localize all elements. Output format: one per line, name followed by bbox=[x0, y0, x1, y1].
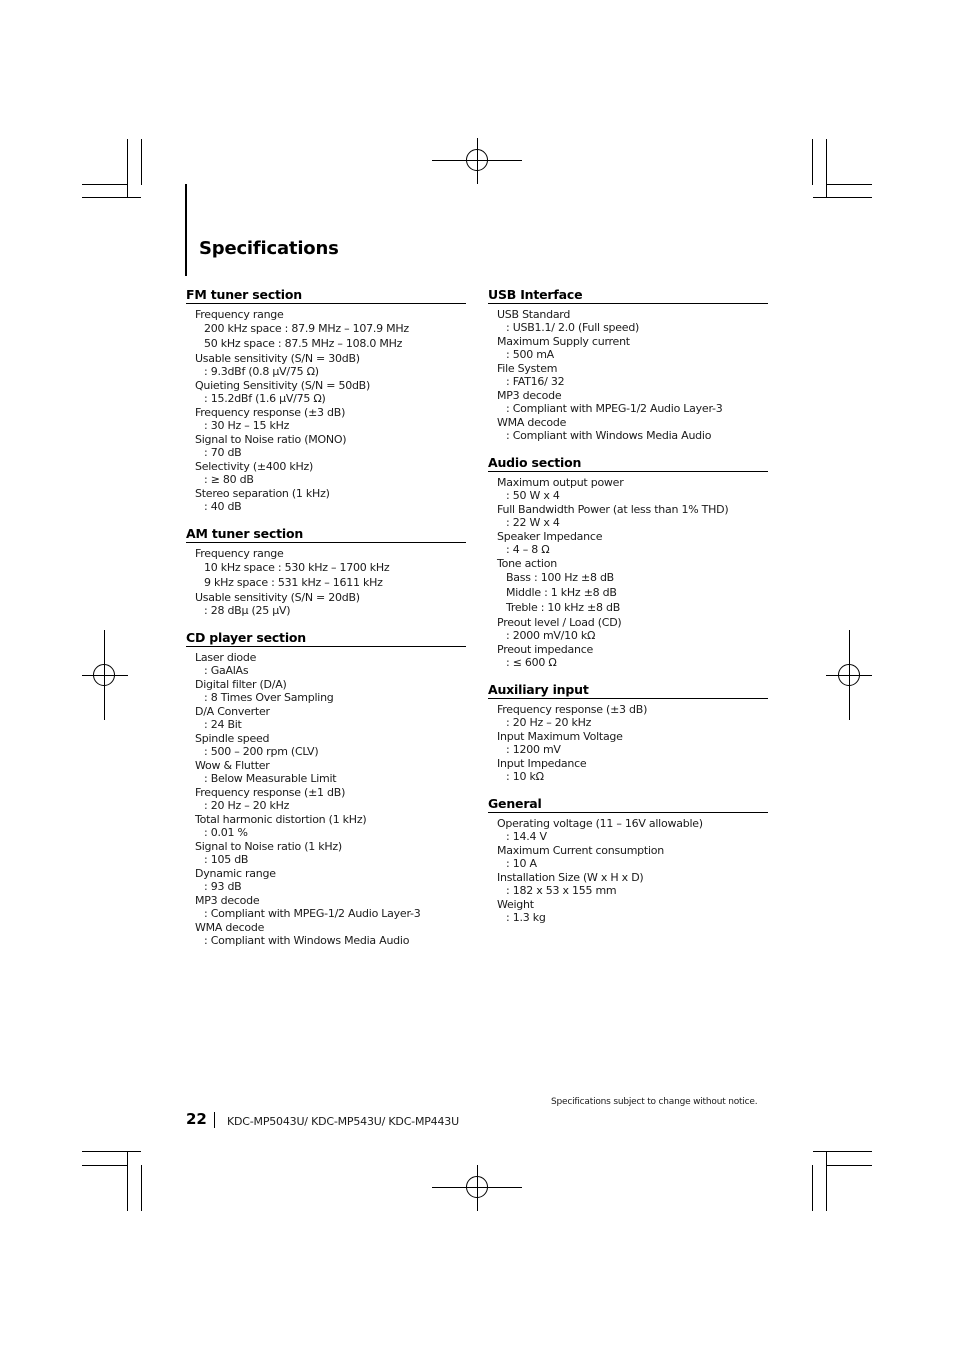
spec-value: : Compliant with Windows Media Audio bbox=[506, 429, 712, 442]
registration-mark-icon bbox=[466, 149, 488, 171]
registration-mark-icon bbox=[466, 1176, 488, 1198]
spec-item bbox=[488, 757, 768, 783]
spec-section bbox=[488, 287, 768, 442]
spec-item bbox=[186, 786, 466, 812]
spec-sub-value: Middle : 1 kHz ±8 dB bbox=[506, 586, 617, 599]
spec-label: Signal to Noise ratio (1 kHz) bbox=[195, 840, 342, 853]
crop-mark bbox=[826, 139, 827, 198]
spec-value: : 500 mA bbox=[506, 348, 554, 361]
spec-value: : Compliant with Windows Media Audio bbox=[204, 934, 410, 947]
spec-item bbox=[488, 844, 768, 870]
spec-item bbox=[186, 894, 466, 920]
spec-item bbox=[186, 352, 466, 378]
crop-mark bbox=[141, 1165, 142, 1211]
spec-label: Maximum Supply current bbox=[497, 335, 630, 348]
spec-label: MP3 decode bbox=[497, 389, 562, 402]
change-notice: Specifications subject to change without notice. bbox=[551, 1097, 758, 1107]
title-accent-bar bbox=[185, 184, 187, 276]
spec-section bbox=[488, 682, 768, 783]
spec-label: Operating voltage (11 – 16V allowable) bbox=[497, 817, 703, 830]
spec-label: Dynamic range bbox=[195, 867, 276, 880]
spec-value: : 2000 mV/10 kΩ bbox=[506, 629, 596, 642]
crop-mark bbox=[813, 197, 872, 198]
crop-mark bbox=[812, 1165, 813, 1211]
section-title: Auxiliary input bbox=[488, 682, 768, 699]
crop-mark bbox=[826, 184, 872, 185]
registration-mark-icon bbox=[93, 664, 115, 686]
spec-label: Frequency response (±1 dB) bbox=[195, 786, 346, 799]
spec-label: WMA decode bbox=[497, 416, 567, 429]
spec-section bbox=[488, 455, 768, 669]
spec-value: : 20 Hz – 20 kHz bbox=[204, 799, 290, 812]
spec-item bbox=[488, 308, 768, 334]
spec-value: : 70 dB bbox=[204, 446, 242, 459]
section-title: AM tuner section bbox=[186, 526, 466, 543]
spec-sub-value: 50 kHz space : 87.5 MHz – 108.0 MHz bbox=[204, 337, 403, 350]
spec-item bbox=[186, 759, 466, 785]
section-title: Audio section bbox=[488, 455, 768, 472]
spec-section bbox=[488, 796, 768, 924]
spec-value: : 10 A bbox=[506, 857, 537, 870]
spec-item bbox=[186, 651, 466, 677]
spec-item bbox=[488, 362, 768, 388]
spec-value: : 40 dB bbox=[204, 500, 242, 513]
spec-value: : 20 Hz – 20 kHz bbox=[506, 716, 592, 729]
spec-label: D/A Converter bbox=[195, 705, 270, 718]
spec-item bbox=[186, 406, 466, 432]
crop-mark bbox=[127, 1152, 128, 1211]
spec-value: : 4 – 8 Ω bbox=[506, 543, 550, 556]
crop-mark bbox=[141, 139, 142, 185]
spec-item bbox=[186, 840, 466, 866]
spec-item bbox=[488, 503, 768, 529]
spec-item bbox=[488, 616, 768, 642]
spec-item bbox=[186, 433, 466, 459]
spec-item bbox=[488, 871, 768, 897]
spec-section bbox=[186, 526, 466, 617]
spec-sub-value: 9 kHz space : 531 kHz – 1611 kHz bbox=[204, 576, 383, 589]
spec-item bbox=[186, 732, 466, 758]
spec-item bbox=[488, 476, 768, 502]
spec-label: MP3 decode bbox=[195, 894, 260, 907]
spec-item bbox=[488, 389, 768, 415]
spec-value: : 182 x 53 x 155 mm bbox=[506, 884, 617, 897]
section-title: USB Interface bbox=[488, 287, 768, 304]
page-title: Specifications bbox=[199, 238, 339, 259]
spec-item bbox=[186, 591, 466, 617]
spec-value: : 30 Hz – 15 kHz bbox=[204, 419, 290, 432]
spec-item bbox=[186, 678, 466, 704]
spec-value: : 0.01 % bbox=[204, 826, 248, 839]
spec-value: : Compliant with MPEG-1/2 Audio Layer-3 bbox=[506, 402, 723, 415]
spec-item bbox=[186, 547, 466, 589]
spec-sub-value: Treble : 10 kHz ±8 dB bbox=[506, 601, 621, 614]
spec-item bbox=[186, 460, 466, 486]
spec-value: : 10 kΩ bbox=[506, 770, 544, 783]
spec-label: Frequency range bbox=[195, 547, 284, 560]
model-numbers: KDC-MP5043U/ KDC-MP543U/ KDC-MP443U bbox=[227, 1115, 459, 1128]
spec-value: : 105 dB bbox=[204, 853, 249, 866]
spec-item bbox=[186, 867, 466, 893]
spec-item bbox=[488, 643, 768, 669]
spec-item bbox=[488, 530, 768, 556]
spec-value: : Below Measurable Limit bbox=[204, 772, 337, 785]
section-title: CD player section bbox=[186, 630, 466, 647]
crop-mark bbox=[826, 1152, 827, 1211]
spec-sub-value: Bass : 100 Hz ±8 dB bbox=[506, 571, 614, 584]
spec-section bbox=[186, 630, 466, 947]
spec-value: : GaAlAs bbox=[204, 664, 249, 677]
spec-value: : 28 dBμ (25 μV) bbox=[204, 604, 291, 617]
spec-value: : ≤ 600 Ω bbox=[506, 656, 557, 669]
spec-item bbox=[488, 416, 768, 442]
spec-item bbox=[488, 703, 768, 729]
spec-item bbox=[488, 898, 768, 924]
spec-label: Frequency response (±3 dB) bbox=[497, 703, 648, 716]
spec-value: : 15.2dBf (1.6 μV/75 Ω) bbox=[204, 392, 326, 405]
spec-item bbox=[488, 730, 768, 756]
spec-label: Stereo separation (1 kHz) bbox=[195, 487, 330, 500]
spec-sub-value: 200 kHz space : 87.9 MHz – 107.9 MHz bbox=[204, 322, 409, 335]
spec-label: Frequency response (±3 dB) bbox=[195, 406, 346, 419]
spec-label: Digital filter (D/A) bbox=[195, 678, 287, 691]
spec-label: Laser diode bbox=[195, 651, 257, 664]
spec-item bbox=[186, 487, 466, 513]
spec-label: Speaker Impedance bbox=[497, 530, 603, 543]
spec-label: Usable sensitivity (S/N = 20dB) bbox=[195, 591, 360, 604]
spec-label: Usable sensitivity (S/N = 30dB) bbox=[195, 352, 360, 365]
crop-mark bbox=[82, 184, 128, 185]
spec-label: USB Standard bbox=[497, 308, 571, 321]
spec-item bbox=[488, 335, 768, 361]
spec-label: Quieting Sensitivity (S/N = 50dB) bbox=[195, 379, 371, 392]
spec-value: : 24 Bit bbox=[204, 718, 242, 731]
spec-label: Preout level / Load (CD) bbox=[497, 616, 622, 629]
spec-value: : 8 Times Over Sampling bbox=[204, 691, 334, 704]
spec-label: Full Bandwidth Power (at less than 1% THD) bbox=[497, 503, 729, 516]
spec-label: Installation Size (W x H x D) bbox=[497, 871, 644, 884]
spec-value: : 93 dB bbox=[204, 880, 242, 893]
spec-item bbox=[186, 308, 466, 350]
spec-section bbox=[186, 287, 466, 513]
spec-value: : 14.4 V bbox=[506, 830, 547, 843]
spec-label: Frequency range bbox=[195, 308, 284, 321]
spec-label: Maximum output power bbox=[497, 476, 624, 489]
spec-label: WMA decode bbox=[195, 921, 265, 934]
spec-value: : ≥ 80 dB bbox=[204, 473, 254, 486]
spec-label: Signal to Noise ratio (MONO) bbox=[195, 433, 347, 446]
spec-value: : 22 W x 4 bbox=[506, 516, 560, 529]
spec-value: : Compliant with MPEG-1/2 Audio Layer-3 bbox=[204, 907, 421, 920]
spec-item bbox=[186, 813, 466, 839]
spec-value: : 500 – 200 rpm (CLV) bbox=[204, 745, 319, 758]
spec-item bbox=[186, 379, 466, 405]
spec-label: File System bbox=[497, 362, 558, 375]
spec-label: Input Maximum Voltage bbox=[497, 730, 623, 743]
spec-label: Total harmonic distortion (1 kHz) bbox=[195, 813, 367, 826]
spec-value: : 50 W x 4 bbox=[506, 489, 560, 502]
crop-mark bbox=[82, 197, 141, 198]
spec-label: Input Impedance bbox=[497, 757, 587, 770]
spec-label: Spindle speed bbox=[195, 732, 270, 745]
footer-separator bbox=[214, 1112, 215, 1128]
registration-mark-icon bbox=[838, 664, 860, 686]
spec-value: : 1200 mV bbox=[506, 743, 561, 756]
section-title: General bbox=[488, 796, 768, 813]
crop-mark bbox=[826, 1165, 872, 1166]
crop-mark bbox=[813, 1151, 872, 1152]
spec-label: Preout impedance bbox=[497, 643, 594, 656]
crop-mark bbox=[812, 139, 813, 185]
crop-mark bbox=[82, 1165, 128, 1166]
spec-sub-value: 10 kHz space : 530 kHz – 1700 kHz bbox=[204, 561, 390, 574]
left-column bbox=[186, 287, 466, 960]
crop-mark bbox=[82, 1151, 141, 1152]
spec-label: Selectivity (±400 kHz) bbox=[195, 460, 314, 473]
spec-value: : USB1.1/ 2.0 (Full speed) bbox=[506, 321, 640, 334]
spec-value: : FAT16/ 32 bbox=[506, 375, 565, 388]
spec-item bbox=[186, 921, 466, 947]
spec-label: Weight bbox=[497, 898, 534, 911]
page-number: 22 bbox=[186, 1110, 207, 1128]
spec-item bbox=[488, 557, 768, 614]
section-title: FM tuner section bbox=[186, 287, 466, 304]
spec-value: : 1.3 kg bbox=[506, 911, 546, 924]
spec-value: : 9.3dBf (0.8 μV/75 Ω) bbox=[204, 365, 319, 378]
spec-label: Maximum Current consumption bbox=[497, 844, 664, 857]
crop-mark bbox=[127, 139, 128, 198]
spec-label: Wow & Flutter bbox=[195, 759, 270, 772]
spec-label: Tone action bbox=[497, 557, 557, 570]
spec-item bbox=[488, 817, 768, 843]
right-column bbox=[488, 287, 768, 937]
spec-item bbox=[186, 705, 466, 731]
